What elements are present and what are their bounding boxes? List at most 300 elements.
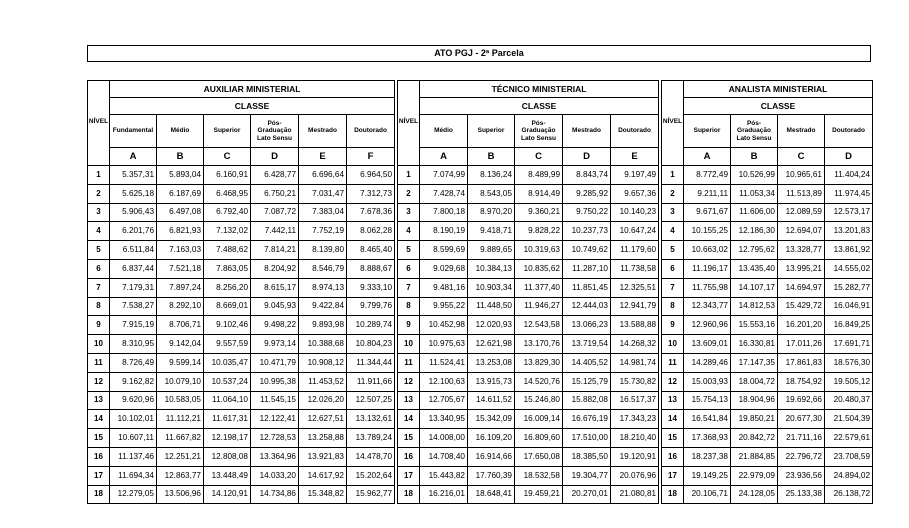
column-header: Doutorado xyxy=(611,115,659,148)
salary-cell: 6.821,93 xyxy=(157,222,204,241)
salary-cell: 14.611,52 xyxy=(468,391,515,410)
salary-cell: 15.202,64 xyxy=(347,466,395,485)
header-row-cargo xyxy=(88,81,395,98)
table-row xyxy=(398,316,659,335)
level-cell: 14 xyxy=(88,410,110,429)
salary-cell: 12.705,67 xyxy=(420,391,468,410)
salary-cell: 20.842,72 xyxy=(731,429,778,448)
table-row xyxy=(88,203,395,222)
salary-cell: 10.384,13 xyxy=(468,259,515,278)
salary-cell: 14.555,02 xyxy=(825,259,873,278)
salary-cell: 13.719,54 xyxy=(563,335,611,354)
level-cell: 7 xyxy=(88,278,110,297)
salary-cell: 8.136,24 xyxy=(468,166,515,185)
salary-cell: 13.995,21 xyxy=(778,259,825,278)
level-cell: 5 xyxy=(662,241,684,260)
salary-cell: 6.792,40 xyxy=(204,203,251,222)
salary-cell: 24.894,02 xyxy=(825,466,873,485)
salary-cell: 16.109,20 xyxy=(468,429,515,448)
salary-cell: 9.557,59 xyxy=(204,335,251,354)
table-row xyxy=(88,222,395,241)
salary-cell: 9.162,82 xyxy=(110,372,157,391)
level-cell: 6 xyxy=(662,259,684,278)
header-row-cargo xyxy=(662,81,873,98)
salary-cell: 22.796,72 xyxy=(778,447,825,466)
salary-cell: 15.754,13 xyxy=(684,391,731,410)
salary-cell: 10.903,34 xyxy=(468,278,515,297)
table-row xyxy=(398,353,659,372)
salary-cell: 10.319,63 xyxy=(515,241,563,260)
salary-cell: 12.089,59 xyxy=(778,203,825,222)
classe-label: CLASSE xyxy=(684,98,873,115)
column-header: Mestrado xyxy=(299,115,347,148)
salary-cell: 6.201,76 xyxy=(110,222,157,241)
table-row xyxy=(88,485,395,504)
salary-cell: 22.979,09 xyxy=(731,466,778,485)
salary-cell: 10.835,62 xyxy=(515,259,563,278)
salary-cell: 13.506,96 xyxy=(157,485,204,504)
table-row xyxy=(88,391,395,410)
salary-cell: 9.671,67 xyxy=(684,203,731,222)
salary-cell: 9.750,22 xyxy=(563,203,611,222)
level-cell: 18 xyxy=(662,485,684,504)
salary-cell: 22.579,61 xyxy=(825,429,873,448)
salary-cell: 18.904,96 xyxy=(731,391,778,410)
salary-cell: 8.843,74 xyxy=(563,166,611,185)
header-row-education xyxy=(88,115,395,148)
salary-cell: 9.422,84 xyxy=(299,297,347,316)
salary-cell: 18.237,38 xyxy=(684,447,731,466)
salary-cell: 15.003,93 xyxy=(684,372,731,391)
table-row xyxy=(88,372,395,391)
column-letter: D xyxy=(825,148,873,166)
salary-cell: 12.543,58 xyxy=(515,316,563,335)
level-cell: 17 xyxy=(88,466,110,485)
salary-cell: 6.160,91 xyxy=(204,166,251,185)
salary-cell: 9.418,71 xyxy=(468,222,515,241)
salary-cell: 10.908,12 xyxy=(299,353,347,372)
table-row xyxy=(398,278,659,297)
salary-cell: 11.946,27 xyxy=(515,297,563,316)
salary-cell: 8.669,01 xyxy=(204,297,251,316)
header-row-education xyxy=(662,115,873,148)
column-letter: B xyxy=(731,148,778,166)
salary-cell: 14.405,52 xyxy=(563,353,611,372)
column-letter: C xyxy=(204,148,251,166)
salary-cell: 7.132,02 xyxy=(204,222,251,241)
salary-cell: 9.599,14 xyxy=(157,353,204,372)
salary-cell: 14.478,70 xyxy=(347,447,395,466)
level-cell: 6 xyxy=(88,259,110,278)
level-cell: 13 xyxy=(88,391,110,410)
salary-cell: 14.520,76 xyxy=(515,372,563,391)
salary-cell: 20.480,37 xyxy=(825,391,873,410)
column-header: Mestrado xyxy=(778,115,825,148)
salary-cell: 10.388,68 xyxy=(299,335,347,354)
salary-cell: 11.755,98 xyxy=(684,278,731,297)
salary-cell: 12.941,79 xyxy=(611,297,659,316)
level-cell: 10 xyxy=(662,335,684,354)
salary-cell: 11.179,60 xyxy=(611,241,659,260)
level-cell: 7 xyxy=(662,278,684,297)
level-cell: 15 xyxy=(398,429,420,448)
table-row xyxy=(662,447,873,466)
salary-cell: 18.648,41 xyxy=(468,485,515,504)
salary-cell: 8.190,19 xyxy=(420,222,468,241)
table-row xyxy=(88,316,395,335)
column-letter: C xyxy=(778,148,825,166)
level-cell: 14 xyxy=(662,410,684,429)
salary-cell: 10.749,62 xyxy=(563,241,611,260)
salary-cell: 11.053,34 xyxy=(731,184,778,203)
salary-cell: 11.287,10 xyxy=(563,259,611,278)
table-row xyxy=(662,410,873,429)
salary-cell: 23.936,56 xyxy=(778,466,825,485)
salary-cell: 7.031,47 xyxy=(299,184,347,203)
salary-cell: 17.011,26 xyxy=(778,335,825,354)
table-row xyxy=(88,241,395,260)
level-cell: 15 xyxy=(88,429,110,448)
salary-cell: 8.310,95 xyxy=(110,335,157,354)
salary-cell: 11.974,45 xyxy=(825,184,873,203)
salary-cell: 14.008,00 xyxy=(420,429,468,448)
salary-cell: 9.620,96 xyxy=(110,391,157,410)
salary-cell: 12.325,51 xyxy=(611,278,659,297)
salary-cell: 17.343,23 xyxy=(611,410,659,429)
header-row-letters xyxy=(398,148,659,166)
salary-cell: 18.004,72 xyxy=(731,372,778,391)
salary-cell: 11.694,34 xyxy=(110,466,157,485)
column-letter: A xyxy=(110,148,157,166)
salary-cell: 11.524,41 xyxy=(420,353,468,372)
salary-cell: 12.507,25 xyxy=(347,391,395,410)
salary-cell: 11.064,10 xyxy=(204,391,251,410)
salary-cell: 6.511,84 xyxy=(110,241,157,260)
column-letter: C xyxy=(515,148,563,166)
salary-cell: 12.279,05 xyxy=(110,485,157,504)
salary-cell: 14.617,92 xyxy=(299,466,347,485)
level-cell: 10 xyxy=(398,335,420,354)
salary-cell: 9.045,93 xyxy=(251,297,299,316)
level-cell: 16 xyxy=(398,447,420,466)
salary-cell: 6.696,64 xyxy=(299,166,347,185)
salary-cell: 7.074,99 xyxy=(420,166,468,185)
salary-cell: 9.102,46 xyxy=(204,316,251,335)
level-cell: 7 xyxy=(398,278,420,297)
salary-cell: 13.609,01 xyxy=(684,335,731,354)
salary-cell: 7.897,24 xyxy=(157,278,204,297)
salary-cell: 7.863,05 xyxy=(204,259,251,278)
classe-label: CLASSE xyxy=(420,98,659,115)
header-row-letters xyxy=(662,148,873,166)
salary-cell: 18.754,92 xyxy=(778,372,825,391)
salary-cell: 7.383,04 xyxy=(299,203,347,222)
salary-cell: 7.538,27 xyxy=(110,297,157,316)
salary-cell: 5.906,43 xyxy=(110,203,157,222)
column-letter: B xyxy=(157,148,204,166)
column-header: Doutorado xyxy=(825,115,873,148)
salary-cell: 15.282,77 xyxy=(825,278,873,297)
column-header: Pós-Graduação Lato Sensu xyxy=(731,115,778,148)
salary-cell: 14.708,40 xyxy=(420,447,468,466)
salary-cell: 9.333,10 xyxy=(347,278,395,297)
salary-cell: 25.133,38 xyxy=(778,485,825,504)
level-cell: 16 xyxy=(88,447,110,466)
salary-cell: 8.489,99 xyxy=(515,166,563,185)
nivel-header: NÍVEL xyxy=(88,81,110,166)
salary-cell: 13.588,88 xyxy=(611,316,659,335)
salary-cell: 5.893,04 xyxy=(157,166,204,185)
salary-cell: 21.504,39 xyxy=(825,410,873,429)
column-header: Fundamental xyxy=(110,115,157,148)
salary-cell: 6.964,50 xyxy=(347,166,395,185)
salary-cell: 11.196,17 xyxy=(684,259,731,278)
salary-cell: 20.270,01 xyxy=(563,485,611,504)
column-header: Doutorado xyxy=(347,115,395,148)
salary-cell: 19.120,91 xyxy=(611,447,659,466)
salary-cell: 13.789,24 xyxy=(347,429,395,448)
table-row xyxy=(88,335,395,354)
salary-cell: 16.849,25 xyxy=(825,316,873,335)
table-row xyxy=(88,410,395,429)
salary-cell: 19.149,25 xyxy=(684,466,731,485)
table-row xyxy=(398,241,659,260)
level-cell: 17 xyxy=(662,466,684,485)
salary-cell: 7.179,31 xyxy=(110,278,157,297)
header-row-classe xyxy=(398,98,659,115)
level-cell: 2 xyxy=(662,184,684,203)
salary-cell: 13.915,73 xyxy=(468,372,515,391)
table-row xyxy=(662,184,873,203)
salary-cell: 8.546,79 xyxy=(299,259,347,278)
salary-cell: 17.861,83 xyxy=(778,353,825,372)
salary-cell: 11.344,44 xyxy=(347,353,395,372)
salary-cell: 8.706,71 xyxy=(157,316,204,335)
salary-cell: 15.553,16 xyxy=(731,316,778,335)
salary-cell: 21.080,81 xyxy=(611,485,659,504)
salary-cell: 17.650,08 xyxy=(515,447,563,466)
column-header: Superior xyxy=(468,115,515,148)
salary-cell: 16.046,91 xyxy=(825,297,873,316)
column-letter: A xyxy=(420,148,468,166)
column-header: Pós-Graduação Lato Sensu xyxy=(515,115,563,148)
level-cell: 12 xyxy=(662,372,684,391)
salary-cell: 7.163,03 xyxy=(157,241,204,260)
salary-cell: 6.750,21 xyxy=(251,184,299,203)
level-cell: 4 xyxy=(88,222,110,241)
level-cell: 5 xyxy=(88,241,110,260)
salary-cell: 23.708,59 xyxy=(825,447,873,466)
salary-cell: 10.647,24 xyxy=(611,222,659,241)
table-row xyxy=(662,429,873,448)
salary-cell: 10.079,10 xyxy=(157,372,204,391)
level-cell: 6 xyxy=(398,259,420,278)
salary-cell: 21.884,85 xyxy=(731,447,778,466)
salary-cell: 14.694,97 xyxy=(778,278,825,297)
level-cell: 8 xyxy=(398,297,420,316)
column-header: Pós-Graduação Lato Sensu xyxy=(251,115,299,148)
salary-cell: 10.995,38 xyxy=(251,372,299,391)
cargo-title: AUXILIAR MINISTERIAL xyxy=(110,81,395,98)
level-cell: 3 xyxy=(88,203,110,222)
salary-cell: 11.617,31 xyxy=(204,410,251,429)
column-letter: D xyxy=(563,148,611,166)
auxiliar-ministerial-table xyxy=(87,80,395,504)
salary-cell: 10.526,99 xyxy=(731,166,778,185)
salary-cell: 8.204,92 xyxy=(251,259,299,278)
salary-cell: 8.726,49 xyxy=(110,353,157,372)
level-cell: 12 xyxy=(88,372,110,391)
salary-cell: 10.140,23 xyxy=(611,203,659,222)
level-cell: 17 xyxy=(398,466,420,485)
salary-cell: 20.076,96 xyxy=(611,466,659,485)
table-row xyxy=(398,410,659,429)
salary-cell: 7.312,73 xyxy=(347,184,395,203)
salary-cell: 12.863,77 xyxy=(157,466,204,485)
salary-cell: 15.730,82 xyxy=(611,372,659,391)
salary-cell: 9.955,22 xyxy=(420,297,468,316)
salary-cell: 15.125,79 xyxy=(563,372,611,391)
salary-cell: 9.498,22 xyxy=(251,316,299,335)
column-header: Médio xyxy=(157,115,204,148)
level-cell: 13 xyxy=(398,391,420,410)
salary-cell: 14.734,86 xyxy=(251,485,299,504)
salary-cell: 11.377,40 xyxy=(515,278,563,297)
level-cell: 3 xyxy=(398,203,420,222)
salary-cell: 12.960,96 xyxy=(684,316,731,335)
salary-cell: 20.106,71 xyxy=(684,485,731,504)
salary-cell: 14.981,74 xyxy=(611,353,659,372)
salary-cell: 12.627,51 xyxy=(299,410,347,429)
level-cell: 16 xyxy=(662,447,684,466)
table-row xyxy=(662,278,873,297)
salary-cell: 7.814,21 xyxy=(251,241,299,260)
salary-cell: 12.100,63 xyxy=(420,372,468,391)
salary-cell: 10.965,61 xyxy=(778,166,825,185)
level-cell: 8 xyxy=(662,297,684,316)
salary-cell: 8.970,20 xyxy=(468,203,515,222)
table-row xyxy=(398,372,659,391)
column-letter: B xyxy=(468,148,515,166)
salary-cell: 8.543,05 xyxy=(468,184,515,203)
salary-cell: 5.357,31 xyxy=(110,166,157,185)
salary-cell: 13.253,08 xyxy=(468,353,515,372)
level-cell: 15 xyxy=(662,429,684,448)
salary-cell: 9.360,21 xyxy=(515,203,563,222)
salary-cell: 11.448,50 xyxy=(468,297,515,316)
table-row xyxy=(662,222,873,241)
salary-cell: 9.973,14 xyxy=(251,335,299,354)
salary-cell: 18.532,58 xyxy=(515,466,563,485)
salary-cell: 15.246,80 xyxy=(515,391,563,410)
level-cell: 11 xyxy=(88,353,110,372)
salary-cell: 19.505,12 xyxy=(825,372,873,391)
salary-cell: 14.107,17 xyxy=(731,278,778,297)
salary-cell: 7.521,18 xyxy=(157,259,204,278)
table-row xyxy=(662,353,873,372)
salary-cell: 15.429,72 xyxy=(778,297,825,316)
column-header: Superior xyxy=(204,115,251,148)
level-cell: 11 xyxy=(662,353,684,372)
salary-cell: 19.304,77 xyxy=(563,466,611,485)
level-cell: 3 xyxy=(662,203,684,222)
salary-cell: 18.576,30 xyxy=(825,353,873,372)
salary-cell: 13.448,49 xyxy=(204,466,251,485)
salary-cell: 12.694,07 xyxy=(778,222,825,241)
salary-cell: 12.026,20 xyxy=(299,391,347,410)
table-row xyxy=(398,485,659,504)
level-cell: 2 xyxy=(88,184,110,203)
salary-cell: 9.197,49 xyxy=(611,166,659,185)
classe-label: CLASSE xyxy=(110,98,395,115)
salary-cell: 9.893,98 xyxy=(299,316,347,335)
salary-cell: 7.800,18 xyxy=(420,203,468,222)
level-cell: 2 xyxy=(398,184,420,203)
salary-cell: 19.692,66 xyxy=(778,391,825,410)
header-row-education xyxy=(398,115,659,148)
nivel-header: NÍVEL xyxy=(398,81,420,166)
level-cell: 10 xyxy=(88,335,110,354)
salary-cell: 10.237,73 xyxy=(563,222,611,241)
table-row xyxy=(88,466,395,485)
column-header: Superior xyxy=(684,115,731,148)
header-row-classe xyxy=(88,98,395,115)
header-row-classe xyxy=(662,98,873,115)
salary-cell: 16.809,60 xyxy=(515,429,563,448)
salary-cell: 10.471,79 xyxy=(251,353,299,372)
level-cell: 8 xyxy=(88,297,110,316)
table-row xyxy=(662,372,873,391)
cargo-title: TÉCNICO MINISTERIAL xyxy=(420,81,659,98)
salary-cell: 10.804,23 xyxy=(347,335,395,354)
salary-cell: 16.330,81 xyxy=(731,335,778,354)
table-row xyxy=(662,203,873,222)
table-row xyxy=(662,466,873,485)
salary-cell: 15.962,77 xyxy=(347,485,395,504)
salary-cell: 17.760,39 xyxy=(468,466,515,485)
salary-cell: 6.187,69 xyxy=(157,184,204,203)
salary-cell: 11.606,00 xyxy=(731,203,778,222)
salary-cell: 8.256,20 xyxy=(204,278,251,297)
salary-cell: 17.147,35 xyxy=(731,353,778,372)
salary-cell: 16.216,01 xyxy=(420,485,468,504)
salary-cell: 15.882,08 xyxy=(563,391,611,410)
salary-cell: 12.573,17 xyxy=(825,203,873,222)
table-row xyxy=(398,335,659,354)
table-row xyxy=(88,166,395,185)
table-row xyxy=(88,259,395,278)
salary-cell: 14.812,53 xyxy=(731,297,778,316)
salary-cell: 7.428,74 xyxy=(420,184,468,203)
document-title: ATO PGJ - 2ª Parcela xyxy=(87,45,871,62)
salary-cell: 10.537,24 xyxy=(204,372,251,391)
table-row xyxy=(662,259,873,278)
salary-cell: 9.828,22 xyxy=(515,222,563,241)
salary-cell: 9.657,36 xyxy=(611,184,659,203)
level-cell: 11 xyxy=(398,353,420,372)
column-header: Médio xyxy=(420,115,468,148)
column-letter: E xyxy=(611,148,659,166)
salary-cell: 15.342,09 xyxy=(468,410,515,429)
salary-cell: 8.292,10 xyxy=(157,297,204,316)
table-row xyxy=(88,297,395,316)
salary-cell: 14.120,91 xyxy=(204,485,251,504)
salary-cell: 8.772,49 xyxy=(684,166,731,185)
table-row xyxy=(398,466,659,485)
table-row xyxy=(88,447,395,466)
salary-cell: 13.066,23 xyxy=(563,316,611,335)
table-row xyxy=(662,485,873,504)
